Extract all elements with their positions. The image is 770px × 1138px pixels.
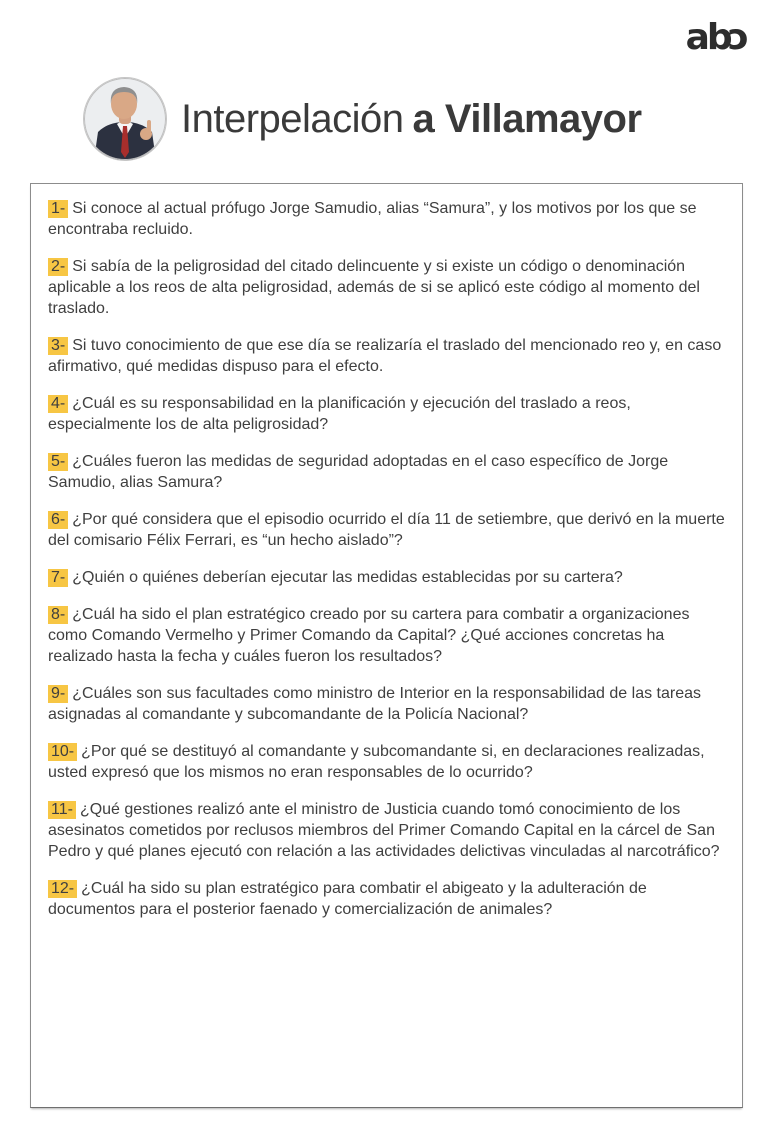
abc-logo-text: ab bbox=[685, 17, 730, 58]
question-number: 12- bbox=[48, 880, 77, 898]
question-text: ¿Por qué considera que el episodio ocurrido el día 11 de setiembre, que derivó en la muerte del comisario Félix Ferrari, es “un hecho aislado”? bbox=[48, 511, 725, 549]
question-text: ¿Cuáles son sus facultades como ministro de Interior en la responsabilidad de las tareas asignadas al comandante y subcomandante de la Policía Nacional? bbox=[48, 685, 702, 723]
question-text: ¿Qué gestiones realizó ante el ministro de Justicia cuando tomó conocimiento de los asesinatos cometidos por reclusos miembros del Primer Comando Capital en la cárcel de San Pedro y qué planes ejecutó con relación a las actividades delictivas vinculadas al narcotráfico? bbox=[48, 801, 720, 860]
question-item-7 bbox=[48, 567, 727, 588]
question-number: 6- bbox=[48, 511, 68, 529]
question-number: 10- bbox=[48, 743, 77, 761]
question-item-2 bbox=[48, 256, 727, 319]
question-number: 7- bbox=[48, 569, 68, 587]
portrait-illustration bbox=[84, 78, 166, 160]
villamayor-photo bbox=[83, 77, 167, 161]
question-item-5 bbox=[48, 451, 727, 493]
question-item-6 bbox=[48, 509, 727, 551]
title-regular: Interpelación bbox=[181, 97, 404, 141]
question-number: 1- bbox=[48, 200, 68, 218]
question-text: ¿Cuáles fueron las medidas de seguridad adoptadas en el caso específico de Jorge Samudio, alias Samura? bbox=[48, 453, 669, 491]
question-text: Si sabía de la peligrosidad del citado delincuente y si existe un código o denominación aplicable a los reos de alta peligrosidad, además de si se aplicó este código al momento del traslado. bbox=[48, 258, 700, 317]
question-text: Si conoce al actual prófugo Jorge Samudio, alias “Samura”, y los motivos por los que se encontraba recluido. bbox=[48, 200, 697, 238]
question-item-4 bbox=[48, 393, 727, 435]
question-text: ¿Por qué se destituyó al comandante y subcomandante si, en declaraciones realizadas, usted expresó que los mismos no eran responsables de lo ocurrido? bbox=[48, 743, 705, 781]
question-item-10 bbox=[48, 741, 727, 783]
question-item-3 bbox=[48, 335, 727, 377]
question-number: 9- bbox=[48, 685, 68, 703]
question-text: Si tuvo conocimiento de que ese día se realizaría el traslado del mencionado reo y, en caso afirmativo, qué medidas dispuso para el efecto. bbox=[48, 337, 722, 375]
question-text: ¿Cuál ha sido su plan estratégico para combatir el abigeato y la adulteración de documentos para el posterior faenado y comercialización de animales? bbox=[48, 880, 647, 918]
question-number: 5- bbox=[48, 453, 68, 471]
questions-box bbox=[30, 183, 743, 1108]
question-number: 4- bbox=[48, 395, 68, 413]
question-text: ¿Cuál es su responsabilidad en la planificación y ejecución del traslado a reos, especialmente los de alta peligrosidad? bbox=[48, 395, 631, 433]
page-title bbox=[181, 97, 642, 141]
question-item-9 bbox=[48, 683, 727, 725]
abc-logo-flipped-c: c bbox=[729, 17, 748, 58]
title-bold: a Villamayor bbox=[412, 97, 642, 141]
question-item-12 bbox=[48, 878, 727, 920]
question-item-8 bbox=[48, 604, 727, 667]
question-number: 3- bbox=[48, 337, 68, 355]
abc-logo bbox=[685, 17, 748, 58]
header bbox=[83, 77, 642, 161]
question-number: 8- bbox=[48, 606, 68, 624]
question-text: ¿Cuál ha sido el plan estratégico creado por su cartera para combatir a organizaciones como Comando Vermelho y Primer Comando da Capital? ¿Qué acciones concretas ha realizado hasta la fecha y cuáles fueron los resultados? bbox=[48, 606, 690, 665]
question-number: 2- bbox=[48, 258, 68, 276]
question-text: ¿Quién o quiénes deberían ejecutar las medidas establecidas por su cartera? bbox=[72, 569, 623, 586]
question-number: 11- bbox=[48, 801, 76, 819]
question-item-1 bbox=[48, 198, 727, 240]
question-item-11 bbox=[48, 799, 727, 862]
